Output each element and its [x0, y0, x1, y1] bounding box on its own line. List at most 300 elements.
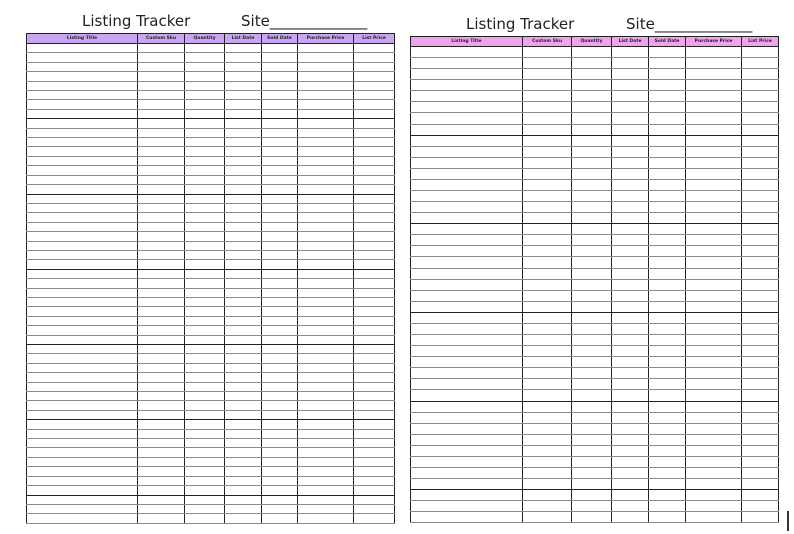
- table-cell[interactable]: [612, 312, 649, 323]
- table-cell[interactable]: [185, 495, 225, 504]
- table-cell[interactable]: [411, 456, 523, 467]
- table-cell[interactable]: [225, 297, 262, 306]
- table-cell[interactable]: [298, 81, 354, 90]
- table-cell[interactable]: [411, 268, 523, 279]
- table-cell[interactable]: [138, 486, 185, 495]
- table-cell[interactable]: [225, 185, 262, 194]
- table-cell[interactable]: [354, 420, 395, 429]
- table-cell[interactable]: [523, 512, 572, 523]
- table-cell[interactable]: [138, 476, 185, 485]
- table-cell[interactable]: [686, 191, 742, 202]
- table-cell[interactable]: [523, 501, 572, 512]
- table-cell[interactable]: [262, 495, 298, 504]
- table-cell[interactable]: [185, 100, 225, 109]
- table-cell[interactable]: [27, 260, 138, 269]
- table-cell[interactable]: [354, 288, 395, 297]
- table-cell[interactable]: [138, 213, 185, 222]
- table-cell[interactable]: [742, 80, 779, 91]
- table-cell[interactable]: [686, 445, 742, 456]
- table-cell[interactable]: [612, 47, 649, 58]
- table-cell[interactable]: [572, 91, 612, 102]
- table-cell[interactable]: [686, 246, 742, 257]
- table-cell[interactable]: [649, 445, 686, 456]
- table-cell[interactable]: [411, 146, 523, 157]
- table-cell[interactable]: [649, 213, 686, 224]
- table-cell[interactable]: [185, 373, 225, 382]
- table-cell[interactable]: [523, 301, 572, 312]
- table-cell[interactable]: [354, 486, 395, 495]
- table-cell[interactable]: [138, 241, 185, 250]
- table-cell[interactable]: [612, 179, 649, 190]
- table-cell[interactable]: [225, 72, 262, 81]
- table-cell[interactable]: [411, 246, 523, 257]
- table-cell[interactable]: [262, 392, 298, 401]
- table-cell[interactable]: [523, 467, 572, 478]
- table-cell[interactable]: [185, 269, 225, 278]
- table-cell[interactable]: [686, 456, 742, 467]
- table-cell[interactable]: [686, 467, 742, 478]
- table-cell[interactable]: [649, 346, 686, 357]
- table-cell[interactable]: [572, 290, 612, 301]
- table-cell[interactable]: [686, 401, 742, 412]
- table-cell[interactable]: [523, 224, 572, 235]
- table-cell[interactable]: [27, 354, 138, 363]
- table-cell[interactable]: [298, 119, 354, 128]
- table-cell[interactable]: [298, 345, 354, 354]
- table-cell[interactable]: [742, 213, 779, 224]
- table-cell[interactable]: [411, 290, 523, 301]
- table-cell[interactable]: [27, 373, 138, 382]
- table-cell[interactable]: [523, 323, 572, 334]
- table-cell[interactable]: [298, 495, 354, 504]
- table-cell[interactable]: [354, 241, 395, 250]
- table-cell[interactable]: [572, 135, 612, 146]
- table-cell[interactable]: [27, 100, 138, 109]
- table-cell[interactable]: [27, 420, 138, 429]
- table-cell[interactable]: [523, 168, 572, 179]
- table-cell[interactable]: [225, 194, 262, 203]
- table-cell[interactable]: [411, 368, 523, 379]
- table-cell[interactable]: [523, 191, 572, 202]
- table-cell[interactable]: [686, 501, 742, 512]
- table-cell[interactable]: [686, 279, 742, 290]
- table-cell[interactable]: [742, 235, 779, 246]
- table-cell[interactable]: [185, 514, 225, 523]
- table-cell[interactable]: [298, 354, 354, 363]
- table-cell[interactable]: [523, 213, 572, 224]
- table-cell[interactable]: [572, 191, 612, 202]
- table-cell[interactable]: [262, 297, 298, 306]
- table-cell[interactable]: [298, 297, 354, 306]
- table-cell[interactable]: [225, 53, 262, 62]
- table-cell[interactable]: [225, 119, 262, 128]
- table-cell[interactable]: [523, 179, 572, 190]
- table-cell[interactable]: [612, 102, 649, 113]
- table-cell[interactable]: [572, 179, 612, 190]
- table-cell[interactable]: [225, 175, 262, 184]
- table-cell[interactable]: [27, 119, 138, 128]
- table-cell[interactable]: [262, 439, 298, 448]
- table-cell[interactable]: [225, 269, 262, 278]
- table-cell[interactable]: [27, 194, 138, 203]
- table-cell[interactable]: [742, 512, 779, 523]
- table-cell[interactable]: [225, 288, 262, 297]
- table-cell[interactable]: [572, 146, 612, 157]
- table-cell[interactable]: [649, 279, 686, 290]
- table-cell[interactable]: [523, 235, 572, 246]
- table-cell[interactable]: [572, 467, 612, 478]
- table-cell[interactable]: [262, 250, 298, 259]
- table-cell[interactable]: [138, 514, 185, 523]
- table-cell[interactable]: [138, 467, 185, 476]
- table-cell[interactable]: [612, 168, 649, 179]
- table-cell[interactable]: [649, 69, 686, 80]
- table-cell[interactable]: [298, 410, 354, 419]
- table-cell[interactable]: [649, 301, 686, 312]
- table-cell[interactable]: [138, 156, 185, 165]
- table-cell[interactable]: [185, 504, 225, 513]
- table-cell[interactable]: [262, 91, 298, 100]
- table-cell[interactable]: [411, 445, 523, 456]
- table-cell[interactable]: [354, 476, 395, 485]
- table-cell[interactable]: [138, 401, 185, 410]
- table-cell[interactable]: [185, 72, 225, 81]
- table-cell[interactable]: [742, 346, 779, 357]
- table-cell[interactable]: [27, 363, 138, 372]
- table-cell[interactable]: [298, 401, 354, 410]
- table-cell[interactable]: [523, 58, 572, 69]
- table-cell[interactable]: [354, 448, 395, 457]
- table-cell[interactable]: [354, 91, 395, 100]
- table-cell[interactable]: [298, 420, 354, 429]
- table-cell[interactable]: [298, 373, 354, 382]
- table-cell[interactable]: [262, 44, 298, 53]
- table-cell[interactable]: [523, 479, 572, 490]
- table-cell[interactable]: [225, 476, 262, 485]
- table-cell[interactable]: [649, 135, 686, 146]
- table-cell[interactable]: [523, 390, 572, 401]
- table-cell[interactable]: [612, 235, 649, 246]
- table-cell[interactable]: [262, 156, 298, 165]
- table-cell[interactable]: [298, 250, 354, 259]
- table-cell[interactable]: [612, 479, 649, 490]
- table-cell[interactable]: [572, 401, 612, 412]
- table-cell[interactable]: [686, 412, 742, 423]
- table-cell[interactable]: [411, 490, 523, 501]
- table-cell[interactable]: [742, 312, 779, 323]
- table-cell[interactable]: [225, 222, 262, 231]
- table-cell[interactable]: [572, 379, 612, 390]
- table-cell[interactable]: [138, 345, 185, 354]
- table-cell[interactable]: [411, 479, 523, 490]
- table-cell[interactable]: [523, 346, 572, 357]
- table-cell[interactable]: [649, 379, 686, 390]
- table-cell[interactable]: [612, 246, 649, 257]
- table-cell[interactable]: [262, 429, 298, 438]
- table-cell[interactable]: [686, 357, 742, 368]
- table-cell[interactable]: [138, 53, 185, 62]
- table-cell[interactable]: [225, 279, 262, 288]
- table-cell[interactable]: [742, 257, 779, 268]
- table-cell[interactable]: [742, 445, 779, 456]
- table-cell[interactable]: [298, 476, 354, 485]
- table-cell[interactable]: [572, 490, 612, 501]
- table-cell[interactable]: [523, 357, 572, 368]
- table-cell[interactable]: [742, 179, 779, 190]
- table-cell[interactable]: [742, 390, 779, 401]
- table-cell[interactable]: [298, 138, 354, 147]
- table-cell[interactable]: [742, 135, 779, 146]
- table-cell[interactable]: [572, 390, 612, 401]
- table-cell[interactable]: [262, 166, 298, 175]
- table-cell[interactable]: [686, 124, 742, 135]
- table-cell[interactable]: [185, 213, 225, 222]
- table-cell[interactable]: [649, 257, 686, 268]
- table-cell[interactable]: [523, 335, 572, 346]
- table-cell[interactable]: [185, 297, 225, 306]
- table-cell[interactable]: [262, 175, 298, 184]
- table-cell[interactable]: [686, 135, 742, 146]
- table-cell[interactable]: [262, 53, 298, 62]
- table-cell[interactable]: [138, 100, 185, 109]
- table-cell[interactable]: [27, 410, 138, 419]
- table-cell[interactable]: [649, 479, 686, 490]
- table-cell[interactable]: [686, 224, 742, 235]
- table-cell[interactable]: [138, 185, 185, 194]
- table-cell[interactable]: [612, 445, 649, 456]
- table-cell[interactable]: [225, 91, 262, 100]
- table-cell[interactable]: [354, 53, 395, 62]
- table-cell[interactable]: [742, 124, 779, 135]
- table-cell[interactable]: [612, 279, 649, 290]
- table-cell[interactable]: [225, 241, 262, 250]
- table-cell[interactable]: [27, 185, 138, 194]
- table-cell[interactable]: [572, 423, 612, 434]
- table-cell[interactable]: [298, 279, 354, 288]
- table-cell[interactable]: [523, 423, 572, 434]
- table-cell[interactable]: [686, 47, 742, 58]
- table-cell[interactable]: [185, 429, 225, 438]
- table-cell[interactable]: [138, 448, 185, 457]
- table-cell[interactable]: [612, 124, 649, 135]
- table-cell[interactable]: [649, 368, 686, 379]
- table-cell[interactable]: [262, 420, 298, 429]
- table-cell[interactable]: [138, 363, 185, 372]
- table-cell[interactable]: [612, 501, 649, 512]
- table-cell[interactable]: [138, 316, 185, 325]
- table-cell[interactable]: [572, 268, 612, 279]
- table-cell[interactable]: [27, 345, 138, 354]
- table-cell[interactable]: [225, 429, 262, 438]
- table-cell[interactable]: [686, 312, 742, 323]
- table-cell[interactable]: [572, 501, 612, 512]
- table-cell[interactable]: [686, 69, 742, 80]
- table-cell[interactable]: [354, 109, 395, 118]
- table-cell[interactable]: [225, 373, 262, 382]
- table-cell[interactable]: [262, 213, 298, 222]
- table-cell[interactable]: [138, 91, 185, 100]
- table-cell[interactable]: [225, 109, 262, 118]
- table-cell[interactable]: [523, 157, 572, 168]
- table-cell[interactable]: [138, 166, 185, 175]
- table-cell[interactable]: [27, 448, 138, 457]
- table-cell[interactable]: [649, 191, 686, 202]
- table-cell[interactable]: [185, 335, 225, 344]
- table-cell[interactable]: [742, 434, 779, 445]
- table-cell[interactable]: [138, 119, 185, 128]
- table-cell[interactable]: [225, 138, 262, 147]
- table-cell[interactable]: [572, 368, 612, 379]
- table-cell[interactable]: [298, 514, 354, 523]
- table-cell[interactable]: [742, 58, 779, 69]
- table-cell[interactable]: [298, 175, 354, 184]
- table-cell[interactable]: [225, 335, 262, 344]
- table-cell[interactable]: [572, 47, 612, 58]
- table-cell[interactable]: [612, 290, 649, 301]
- table-cell[interactable]: [298, 307, 354, 316]
- table-cell[interactable]: [185, 345, 225, 354]
- table-cell[interactable]: [686, 390, 742, 401]
- table-cell[interactable]: [298, 166, 354, 175]
- table-cell[interactable]: [185, 420, 225, 429]
- table-cell[interactable]: [612, 434, 649, 445]
- table-cell[interactable]: [298, 109, 354, 118]
- table-cell[interactable]: [523, 412, 572, 423]
- table-cell[interactable]: [262, 354, 298, 363]
- table-cell[interactable]: [572, 445, 612, 456]
- table-cell[interactable]: [298, 232, 354, 241]
- table-cell[interactable]: [225, 354, 262, 363]
- table-cell[interactable]: [185, 260, 225, 269]
- table-cell[interactable]: [138, 128, 185, 137]
- table-cell[interactable]: [354, 335, 395, 344]
- table-cell[interactable]: [572, 168, 612, 179]
- table-cell[interactable]: [411, 401, 523, 412]
- table-cell[interactable]: [225, 213, 262, 222]
- table-cell[interactable]: [27, 156, 138, 165]
- table-cell[interactable]: [298, 147, 354, 156]
- table-cell[interactable]: [411, 335, 523, 346]
- table-cell[interactable]: [411, 80, 523, 91]
- table-cell[interactable]: [572, 246, 612, 257]
- table-cell[interactable]: [185, 109, 225, 118]
- table-cell[interactable]: [138, 72, 185, 81]
- table-cell[interactable]: [354, 44, 395, 53]
- table-cell[interactable]: [523, 312, 572, 323]
- table-cell[interactable]: [185, 457, 225, 466]
- table-cell[interactable]: [411, 279, 523, 290]
- table-cell[interactable]: [138, 147, 185, 156]
- table-cell[interactable]: [262, 476, 298, 485]
- table-cell[interactable]: [686, 379, 742, 390]
- table-cell[interactable]: [742, 467, 779, 478]
- table-cell[interactable]: [298, 203, 354, 212]
- table-cell[interactable]: [225, 62, 262, 71]
- table-cell[interactable]: [138, 439, 185, 448]
- table-cell[interactable]: [262, 147, 298, 156]
- table-cell[interactable]: [27, 439, 138, 448]
- table-cell[interactable]: [225, 363, 262, 372]
- table-cell[interactable]: [185, 279, 225, 288]
- table-cell[interactable]: [185, 232, 225, 241]
- table-cell[interactable]: [686, 113, 742, 124]
- table-cell[interactable]: [354, 373, 395, 382]
- table-cell[interactable]: [27, 241, 138, 250]
- table-cell[interactable]: [742, 69, 779, 80]
- table-cell[interactable]: [742, 357, 779, 368]
- table-cell[interactable]: [27, 213, 138, 222]
- table-cell[interactable]: [185, 392, 225, 401]
- table-cell[interactable]: [138, 495, 185, 504]
- table-cell[interactable]: [354, 382, 395, 391]
- table-cell[interactable]: [262, 382, 298, 391]
- table-cell[interactable]: [262, 232, 298, 241]
- table-cell[interactable]: [27, 514, 138, 523]
- table-cell[interactable]: [185, 486, 225, 495]
- table-cell[interactable]: [185, 326, 225, 335]
- table-cell[interactable]: [225, 495, 262, 504]
- table-cell[interactable]: [298, 392, 354, 401]
- table-cell[interactable]: [27, 486, 138, 495]
- table-cell[interactable]: [572, 202, 612, 213]
- table-cell[interactable]: [27, 495, 138, 504]
- table-cell[interactable]: [523, 69, 572, 80]
- table-cell[interactable]: [138, 138, 185, 147]
- table-cell[interactable]: [612, 146, 649, 157]
- table-cell[interactable]: [354, 401, 395, 410]
- table-cell[interactable]: [649, 390, 686, 401]
- table-cell[interactable]: [649, 312, 686, 323]
- table-cell[interactable]: [27, 91, 138, 100]
- table-cell[interactable]: [742, 157, 779, 168]
- table-cell[interactable]: [27, 429, 138, 438]
- table-cell[interactable]: [298, 429, 354, 438]
- table-cell[interactable]: [649, 323, 686, 334]
- table-cell[interactable]: [612, 401, 649, 412]
- table-cell[interactable]: [185, 156, 225, 165]
- table-cell[interactable]: [649, 47, 686, 58]
- table-cell[interactable]: [298, 467, 354, 476]
- table-cell[interactable]: [649, 335, 686, 346]
- table-cell[interactable]: [27, 467, 138, 476]
- table-cell[interactable]: [523, 279, 572, 290]
- table-cell[interactable]: [225, 147, 262, 156]
- table-cell[interactable]: [523, 47, 572, 58]
- table-cell[interactable]: [262, 504, 298, 513]
- table-cell[interactable]: [298, 185, 354, 194]
- table-cell[interactable]: [572, 213, 612, 224]
- table-cell[interactable]: [27, 203, 138, 212]
- table-cell[interactable]: [742, 47, 779, 58]
- site-field[interactable]: Site_____________: [241, 12, 368, 30]
- table-cell[interactable]: [298, 288, 354, 297]
- table-cell[interactable]: [298, 241, 354, 250]
- table-cell[interactable]: [185, 53, 225, 62]
- table-cell[interactable]: [262, 269, 298, 278]
- table-cell[interactable]: [649, 501, 686, 512]
- table-cell[interactable]: [225, 504, 262, 513]
- table-cell[interactable]: [523, 113, 572, 124]
- table-cell[interactable]: [572, 512, 612, 523]
- table-cell[interactable]: [742, 412, 779, 423]
- table-cell[interactable]: [411, 434, 523, 445]
- table-cell[interactable]: [262, 279, 298, 288]
- table-cell[interactable]: [262, 109, 298, 118]
- table-cell[interactable]: [686, 512, 742, 523]
- table-cell[interactable]: [298, 269, 354, 278]
- table-cell[interactable]: [612, 368, 649, 379]
- table-cell[interactable]: [185, 354, 225, 363]
